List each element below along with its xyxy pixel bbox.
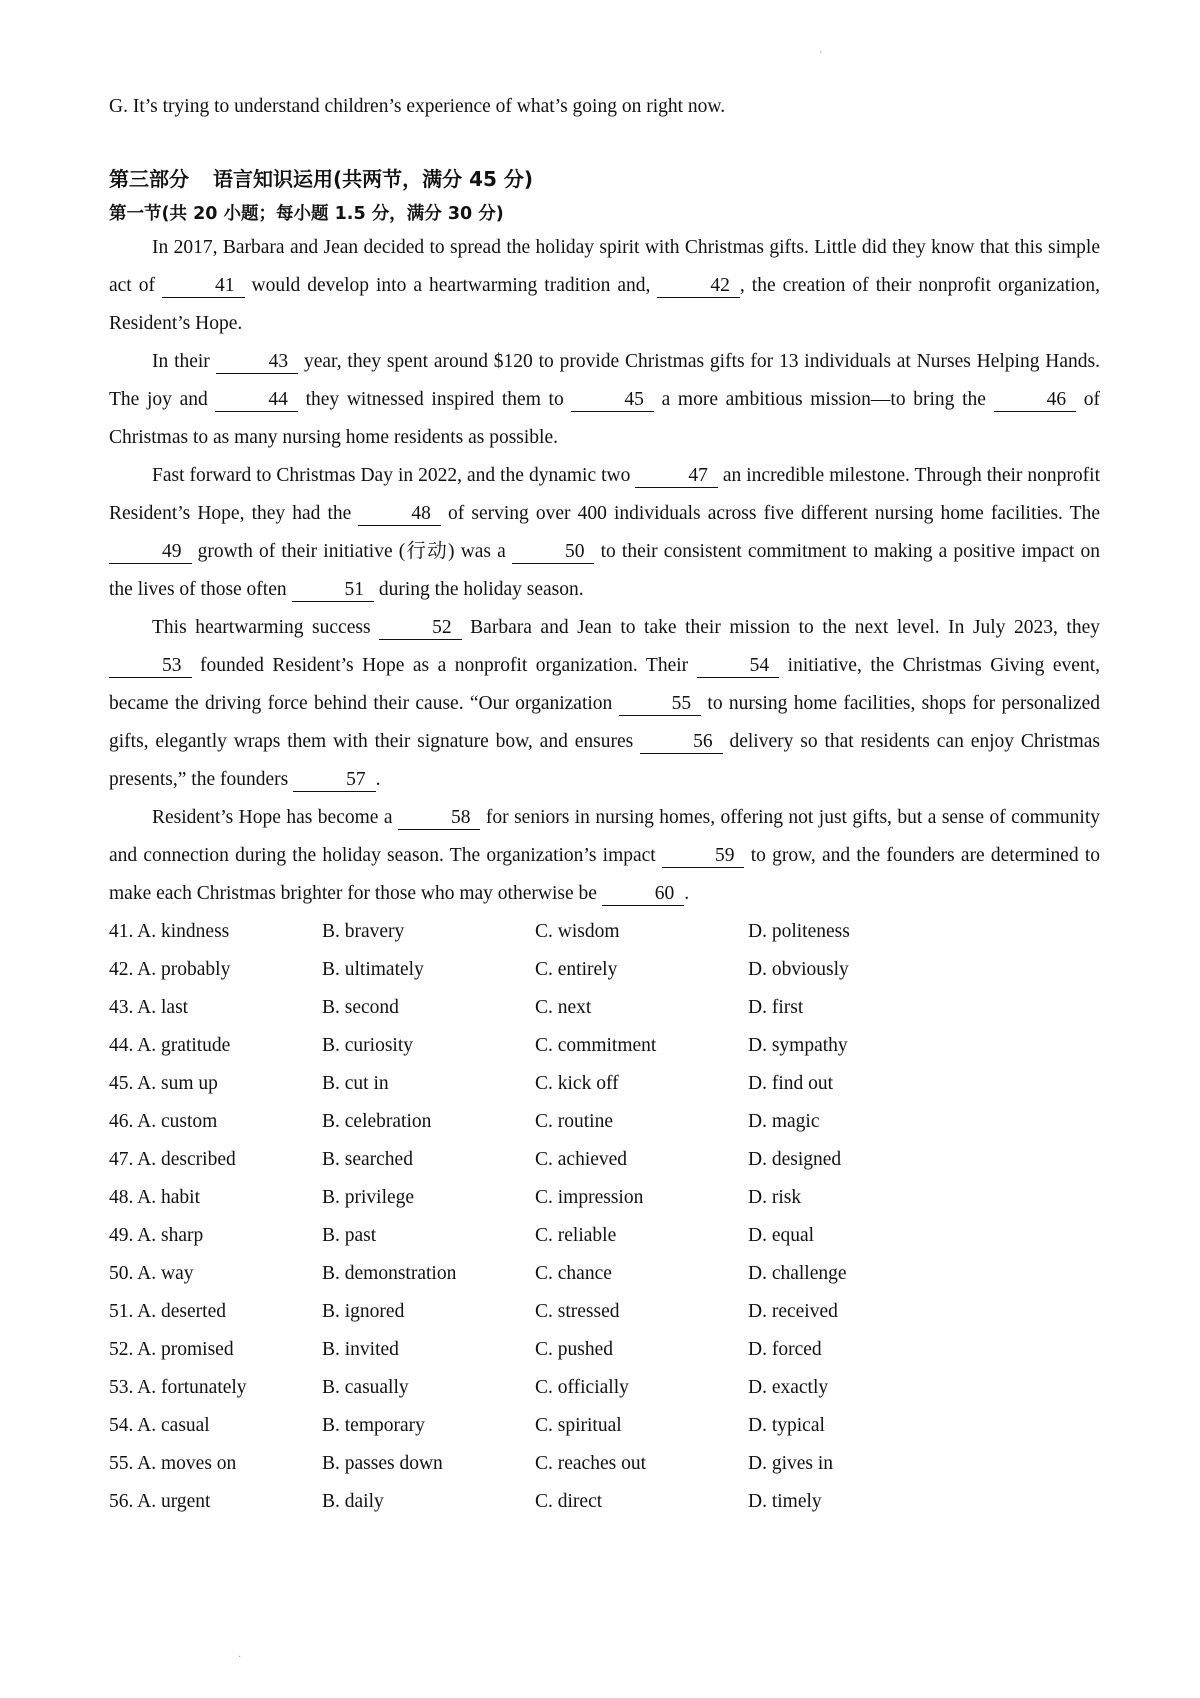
option-choice: 49. A. sharp (109, 1225, 204, 1246)
option-choice: B. ignored (322, 1301, 405, 1322)
passage-paragraph (109, 229, 1100, 343)
cloze-passage (109, 229, 1100, 913)
subsection-title: 第一节(共 20 小题；每小题 1.5 分，满分 30 分) (109, 204, 504, 224)
option-choice: C. chance (535, 1263, 612, 1284)
option-choice: B. demonstration (322, 1263, 457, 1284)
option-choice: C. entirely (535, 959, 618, 980)
option-g-line: G. It’s trying to understand children’s experience of what’s going on right now. (109, 96, 726, 117)
passage-text: growth of their initiative (行动) was a (191, 541, 512, 562)
passage-text: to their consistent commitment to making a positive impact on the lives of those often (109, 541, 1100, 600)
option-choice: C. spiritual (535, 1415, 622, 1436)
question-options-row (109, 1141, 1100, 1179)
passage-text: to nursing home facilities, shops for personalized gifts, elegantly wraps them with their signature bow, and ensures (109, 693, 1100, 752)
option-choice: D. first (748, 997, 804, 1018)
passage-text: Resident’s Hope has become a (152, 807, 398, 828)
answer-blank: 47 (635, 465, 718, 488)
option-choice: D. forced (748, 1339, 822, 1360)
section-title (109, 165, 1100, 193)
option-choice: C. commitment (535, 1035, 657, 1056)
option-choice: 45. A. sum up (109, 1073, 218, 1094)
option-choice: B. invited (322, 1339, 399, 1360)
scan-mark-bottom: · (238, 1652, 242, 1663)
option-choice: 44. A. gratitude (109, 1035, 231, 1056)
passage-text: during the holiday season. (374, 579, 584, 600)
passage-text: would develop into a heartwarming tradition and, (244, 275, 658, 296)
option-choice: B. ultimately (322, 959, 424, 980)
passage-text: Barbara and Jean to take their mission to the next level. In July 2023, they (461, 617, 1101, 638)
option-choice: D. equal (748, 1225, 815, 1246)
question-options-row (109, 1369, 1100, 1407)
option-choice: C. direct (535, 1491, 603, 1512)
answer-blank: 60 (602, 883, 685, 906)
option-choice: D. typical (748, 1415, 825, 1436)
option-choice: B. temporary (322, 1415, 425, 1436)
passage-text: In their (152, 351, 216, 372)
answer-blank: 46 (994, 389, 1077, 412)
section-title-desc: 语言知识运用(共两节，满分 45 分) (213, 167, 534, 191)
answer-blank: 50 (512, 541, 595, 564)
option-choice: C. kick off (535, 1073, 619, 1094)
option-choice: 53. A. fortunately (109, 1377, 247, 1398)
option-choice: B. celebration (322, 1111, 432, 1132)
passage-text: of serving over 400 individuals across five different nursing home facilities. The (440, 503, 1100, 524)
option-choice: B. cut in (322, 1073, 389, 1094)
answer-blank: 48 (358, 503, 441, 526)
question-options-row (109, 913, 1100, 951)
passage-text: delivery so that residents can enjoy Christmas presents,” the founders (109, 731, 1100, 790)
answer-blank: 45 (571, 389, 654, 412)
question-options-row (109, 1445, 1100, 1483)
option-choice: D. designed (748, 1149, 842, 1170)
question-options-row (109, 1027, 1100, 1065)
option-choice: 55. A. moves on (109, 1453, 237, 1474)
answer-blank: 58 (398, 807, 481, 830)
passage-text: initiative, the Christmas Giving event, became the driving force behind their cause. “Our organization (109, 655, 1100, 714)
option-choice: 52. A. promised (109, 1339, 234, 1360)
passage-text: they witnessed inspired them to (297, 389, 572, 410)
passage-text: an incredible milestone. Through their nonprofit Resident’s Hope, they had the (109, 465, 1100, 524)
option-choice: D. timely (748, 1491, 822, 1512)
option-choice: D. risk (748, 1187, 802, 1208)
answer-blank: 54 (697, 655, 780, 678)
option-choice: D. received (748, 1301, 838, 1322)
scan-mark-top: ' (820, 50, 822, 61)
passage-text: to grow, and the founders are determined to make each Christmas brighter for those who may otherwise be (109, 845, 1101, 904)
option-choice: C. achieved (535, 1149, 628, 1170)
passage-paragraph (109, 343, 1100, 457)
option-choice: C. reliable (535, 1225, 617, 1246)
question-options-row (109, 1293, 1100, 1331)
question-options-row (109, 1255, 1100, 1293)
answer-blank: 57 (293, 769, 376, 792)
passage-text: In 2017, Barbara and Jean decided to spread the holiday spirit with Christmas gifts. Little did they know that this simple act of (109, 237, 1100, 296)
option-choice: B. bravery (322, 921, 405, 942)
passage-text: year, they spent around $120 to provide Christmas gifts for 13 individuals at Nurses Helping Hands. The joy and (109, 351, 1100, 410)
passage-text: Fast forward to Christmas Day in 2022, and the dynamic two (152, 465, 636, 486)
option-choice: C. pushed (535, 1339, 613, 1360)
option-choice: D. magic (748, 1111, 820, 1132)
passage-text: , the creation of their nonprofit organization, Resident’s Hope. (109, 275, 1100, 334)
passage-text: founded Resident’s Hope as a nonprofit organization. Their (191, 655, 697, 676)
passage-text: for seniors in nursing homes, offering not just gifts, but a sense of community and connection during the holiday season. The organization’s impact (109, 807, 1101, 866)
option-choice: B. casually (322, 1377, 409, 1398)
answer-blank: 44 (215, 389, 298, 412)
passage-paragraph (109, 799, 1100, 913)
option-choice: D. politeness (748, 921, 850, 942)
option-choice: C. next (535, 997, 592, 1018)
section-title-part: 第三部分 (109, 167, 189, 191)
answer-blank: 59 (662, 845, 745, 868)
option-choice: 51. A. deserted (109, 1301, 226, 1322)
option-choice: B. curiosity (322, 1035, 413, 1056)
option-choice: B. past (322, 1225, 377, 1246)
question-options-row (109, 951, 1100, 989)
question-options-row (109, 1179, 1100, 1217)
question-options-row (109, 1065, 1100, 1103)
option-choice: D. challenge (748, 1263, 847, 1284)
answer-blank: 41 (162, 275, 245, 298)
answer-blank: 42 (657, 275, 740, 298)
passage-text: . (375, 769, 381, 790)
passage-text: This heartwarming success (152, 617, 380, 638)
option-choice: D. gives in (748, 1453, 834, 1474)
answer-blank: 55 (619, 693, 702, 716)
option-choice: D. find out (748, 1073, 834, 1094)
question-options-row (109, 1407, 1100, 1445)
question-options-row (109, 1483, 1100, 1521)
passage-text: a more ambitious mission—to bring the (653, 389, 994, 410)
options-list (109, 913, 1100, 1521)
option-choice: D. exactly (748, 1377, 829, 1398)
passage-paragraph (109, 609, 1100, 799)
option-choice: C. reaches out (535, 1453, 647, 1474)
option-choice: C. officially (535, 1377, 629, 1398)
option-choice: B. passes down (322, 1453, 443, 1474)
option-choice: B. privilege (322, 1187, 415, 1208)
option-choice: B. daily (322, 1491, 384, 1512)
option-choice: D. sympathy (748, 1035, 848, 1056)
passage-text: . (684, 883, 690, 904)
option-choice: 54. A. casual (109, 1415, 210, 1436)
option-choice: C. wisdom (535, 921, 620, 942)
option-choice: C. routine (535, 1111, 613, 1132)
question-options-row (109, 989, 1100, 1027)
option-choice: 50. A. way (109, 1263, 194, 1284)
option-choice: 48. A. habit (109, 1187, 200, 1208)
exam-page (109, 95, 1100, 1521)
passage-paragraph (109, 457, 1100, 609)
answer-blank: 52 (379, 617, 462, 640)
answer-blank: 53 (109, 655, 192, 678)
option-choice: C. stressed (535, 1301, 620, 1322)
option-choice: 42. A. probably (109, 959, 231, 980)
option-choice: 46. A. custom (109, 1111, 218, 1132)
answer-blank: 56 (640, 731, 723, 754)
option-choice: B. searched (322, 1149, 413, 1170)
answer-blank: 43 (216, 351, 299, 374)
option-choice: 56. A. urgent (109, 1491, 211, 1512)
question-options-row (109, 1103, 1100, 1141)
option-choice: C. impression (535, 1187, 644, 1208)
option-choice: B. second (322, 997, 399, 1018)
passage-text: of Christmas to as many nursing home residents as possible. (109, 389, 1100, 448)
option-choice: 47. A. described (109, 1149, 236, 1170)
answer-blank: 51 (292, 579, 375, 602)
option-choice: 43. A. last (109, 997, 189, 1018)
option-choice: 41. A. kindness (109, 921, 230, 942)
question-options-row (109, 1217, 1100, 1255)
answer-blank: 49 (109, 541, 192, 564)
question-options-row (109, 1331, 1100, 1369)
option-choice: D. obviously (748, 959, 849, 980)
